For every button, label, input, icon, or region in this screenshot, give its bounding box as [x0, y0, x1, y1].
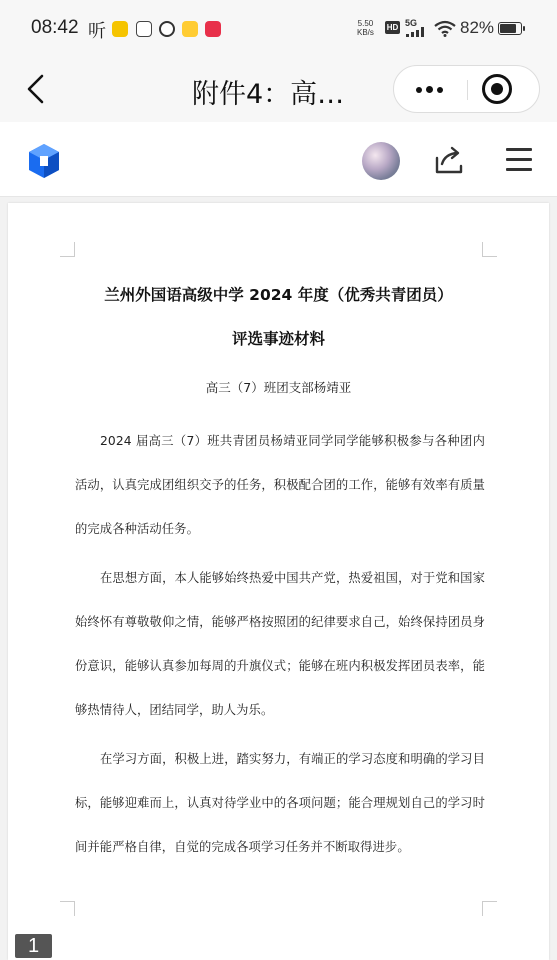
notification-app-icon: [112, 21, 128, 37]
document-toolbar: [0, 122, 557, 197]
page-number-badge: 1: [15, 934, 52, 958]
close-mini-program-button[interactable]: [482, 74, 512, 104]
document-viewer[interactable]: [0, 197, 557, 960]
menu-icon: [506, 168, 532, 171]
page-corner-mark: [60, 901, 75, 916]
page-corner-mark: [482, 242, 497, 257]
status-time: 08:42: [31, 17, 79, 38]
document-subtitle: 评选事迹材料: [231, 330, 325, 348]
battery-percent: 82%: [460, 18, 495, 37]
back-icon[interactable]: [20, 70, 54, 108]
more-button[interactable]: [402, 66, 464, 112]
page-title: 附件4：高…: [192, 79, 345, 110]
network-type: 5G: [405, 18, 418, 28]
document-page: [8, 203, 549, 960]
menu-icon: [506, 148, 532, 151]
page-corner-mark: [60, 242, 75, 257]
notification-app-icon: [182, 21, 198, 37]
app-logo-icon[interactable]: [26, 142, 62, 180]
menu-button[interactable]: [506, 148, 532, 172]
mini-program-capsule: [393, 65, 540, 113]
page-corner-mark: [482, 901, 497, 916]
wifi-icon: [434, 20, 456, 37]
status-bar: [0, 0, 557, 58]
hd-badge: HD: [386, 23, 399, 32]
avatar[interactable]: [362, 142, 400, 180]
document-paragraph: 在思想方面，本人能够始终热爱中国共产党，热爱祖国，对于党和国家始终怀有尊敬敬仰之情，能够严格按照团的纪律要求自己，始终保持团员身份意识，能够认真参加每周的升旗仪式；能够在班内积极发挥团员表率，能够热情待人，团结同学，助人为乐。: [75, 571, 485, 717]
network-speed: 5.50 KB/s: [357, 19, 374, 37]
notification-app-icon: [205, 21, 221, 37]
close-mini-program-icon-dot: [491, 83, 503, 95]
capsule-divider: [467, 80, 468, 100]
more-icon: [426, 86, 433, 93]
signal-icon: [406, 27, 430, 37]
notification-app-icon: [136, 21, 152, 37]
more-icon: [416, 87, 422, 93]
menu-icon: [506, 158, 532, 161]
document-author: 高三（7）班团支部杨靖亚: [205, 380, 352, 395]
document-title: 兰州外国语高级中学 2024 年度（优秀共青团员）: [104, 286, 453, 304]
more-icon: [437, 87, 443, 93]
listen-app-icon: 听: [88, 21, 106, 42]
nav-bar: [0, 58, 557, 122]
notification-app-icon: [159, 21, 175, 37]
document-paragraph: 2024 届高三（7）班共青团员杨靖亚同学同学能够积极参与各种团内活动，认真完成团组织交予的任务，积极配合团的工作，能够有效率有质量的完成各种活动任务。: [75, 434, 485, 536]
battery-icon: [498, 22, 522, 35]
share-icon[interactable]: [433, 144, 465, 176]
document-paragraph: 在学习方面，积极上进，踏实努力，有端正的学习态度和明确的学习目标，能够迎难而上，认真对待学业中的各项问题；能合理规划自己的学习时间并能严格自律，自觉的完成各项学习任务并不断取得进步。: [75, 752, 485, 854]
